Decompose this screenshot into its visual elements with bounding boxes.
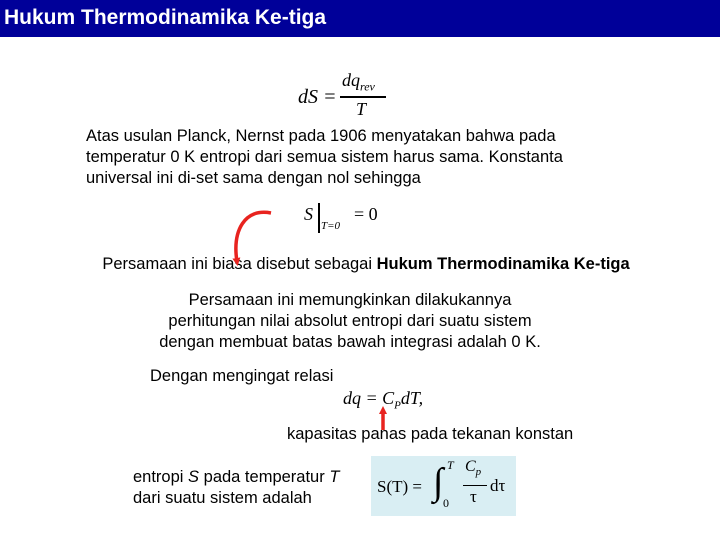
para6-line2: dari suatu sistem adalah (133, 489, 312, 507)
integral-sign: ∫ (433, 461, 444, 503)
paragraph-entropy-at-t (133, 467, 339, 509)
para3-line2: perhitungan nilai absolut entropi dari suatu sistem (168, 312, 532, 330)
slide-title: Hukum Thermodinamika Ke-tiga (4, 6, 327, 29)
eq2-evaluation-bar (318, 203, 320, 233)
eq1-denominator: T (356, 99, 367, 119)
paragraph-planck-nernst (86, 126, 563, 189)
eq1-fraction-bar (340, 96, 386, 98)
eq4-lhs: S(T) = (377, 477, 422, 496)
eq4-numerator: $C_p$ (465, 458, 482, 479)
para2-bold-term: Hukum Thermodinamika Ke-tiga (376, 255, 630, 273)
paragraph-third-law-name (0, 254, 720, 275)
para3-line1: Persamaan ini memungkinkan dilakukannya (188, 291, 512, 309)
para1-line1: Atas usulan Planck, Nernst pada 1906 menyatakan bahwa pada (86, 127, 556, 145)
para1-line3: universal ini di-set sama dengan nol sehingga (86, 169, 421, 187)
formula-box (371, 456, 516, 516)
eq4-differential: dτ (490, 476, 506, 495)
eq2-rhs: = 0 (354, 204, 378, 224)
paragraph-heat-capacity: kapasitas panas pada tekanan konstan (287, 425, 574, 443)
eq2-lhs: S (304, 204, 313, 224)
para1-line2: temperatur 0 K entropi dari semua sistem harus sama. Konstanta (86, 148, 563, 166)
para3-line3: dengan membuat batas bawah integrasi adalah 0 K. (159, 333, 541, 351)
equation-heat-relation: dq = $C_PdT$, (343, 388, 424, 412)
eq1-numerator: $dq_{rev}$ (342, 70, 375, 94)
eq4-denominator: τ (470, 487, 477, 506)
eq1-lhs: dS = (298, 86, 337, 108)
para2-prefix: Persamaan ini biasa disebut sebagai (102, 255, 377, 273)
paragraph-absolute-entropy (0, 290, 700, 353)
paragraph-relation-intro: Dengan mengingat relasi (150, 367, 334, 385)
eq4-lower-limit: 0 (443, 496, 449, 510)
eq2-subscript: T=0 (321, 220, 341, 232)
eq4-upper-limit: T (447, 458, 454, 472)
para6-line1: entropi S pada temperatur T (133, 468, 340, 486)
